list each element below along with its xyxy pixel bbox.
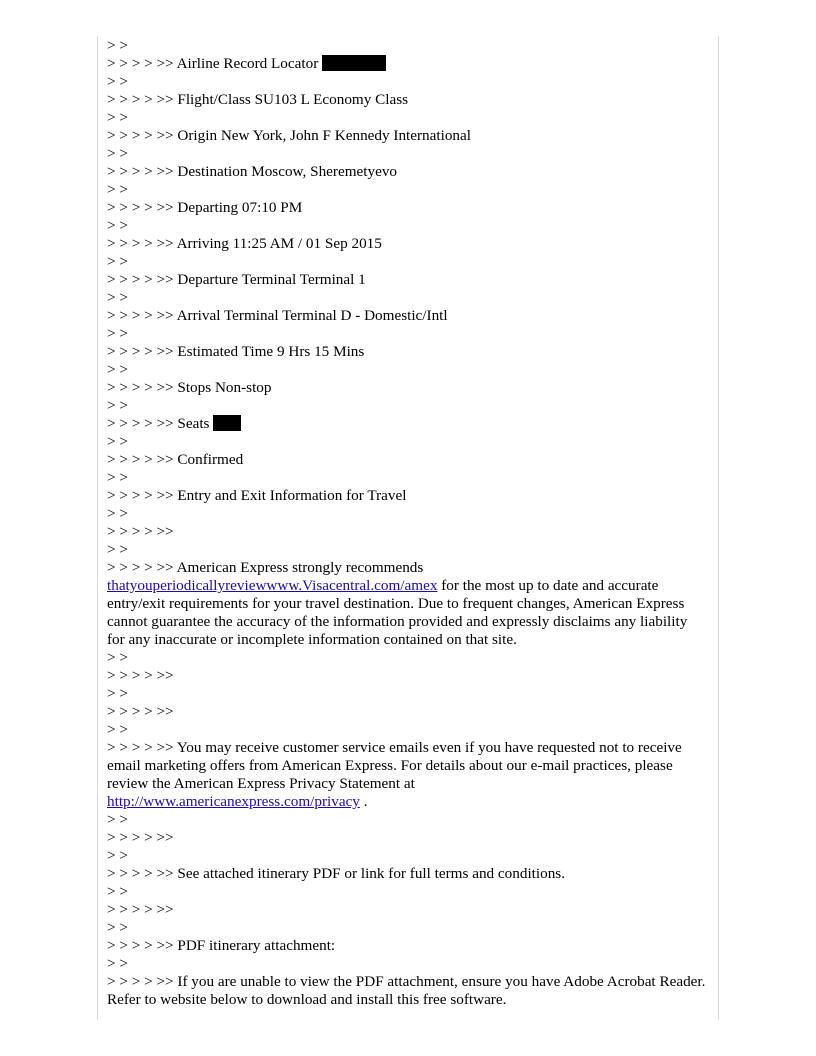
quote-line: > >: [107, 919, 128, 936]
origin-line: > > > > >> Origin New York, John F Kennedy International: [107, 127, 471, 144]
quote-line: > >: [107, 469, 128, 486]
seats-line: > > > > >> Seats: [107, 415, 707, 433]
recommend-paragraph: > > > > >> American Express strongly recommends thatyouperiodicallyreviewwww.Visacentral.com/amex for the most up to date and accurate entry/exit requirements for your travel destination. Due to frequent changes, American Express cannot guarantee the accuracy of the information provided and expressly disclaims any liability for any inaccurate or incomplete information contained on that site.: [107, 559, 688, 648]
arrival-terminal-line: > > > > >> Arrival Terminal Terminal D - Domestic/Intl: [107, 307, 448, 324]
quote-line: > >: [107, 145, 128, 162]
flight-class-line: > > > > >> Flight/Class SU103 L Economy Class: [107, 91, 409, 108]
quote-line: > >: [107, 847, 128, 864]
quote-line: > >: [107, 397, 128, 414]
quote-line: > >: [107, 181, 128, 198]
quote-line: > >: [107, 685, 128, 702]
privacy-link[interactable]: http://www.americanexpress.com/privacy: [107, 793, 360, 810]
attached-line: > > > > >> See attached itinerary PDF or link for full terms and conditions.: [107, 865, 566, 882]
quote-line: > >: [107, 253, 128, 270]
quote-line: > >: [107, 811, 128, 828]
quote-line: > >: [107, 721, 128, 738]
confirmed-line: > > > > >> Confirmed: [107, 451, 244, 468]
redacted-record-locator: [322, 55, 386, 71]
quote-line: > >: [107, 37, 128, 54]
quote-line: > >: [107, 217, 128, 234]
quote-line: > > > > >>: [107, 523, 174, 540]
quote-line: > >: [107, 433, 128, 450]
quote-line: > > > > >>: [107, 829, 174, 846]
departing-line: > > > > >> Departing 07:10 PM: [107, 199, 303, 216]
arriving-line: > > > > >> Arriving 11:25 AM / 01 Sep 2015: [107, 235, 382, 252]
quote-line: > > > > >>: [107, 703, 174, 720]
estimated-time-line: > > > > >> Estimated Time 9 Hrs 15 Mins: [107, 343, 365, 360]
quote-line: > >: [107, 109, 128, 126]
destination-line: > > > > >> Destination Moscow, Sheremetyevo: [107, 163, 398, 180]
record-locator-line: > > > > >> Airline Record Locator: [107, 55, 707, 73]
email-body: [107, 37, 707, 1009]
unable-paragraph: > > > > >> If you are unable to view the PDF attachment, ensure you have Adobe Acrobat Reader. Refer to website below to download and install this free software.: [107, 973, 706, 1008]
quote-line: > >: [107, 955, 128, 972]
quote-line: > >: [107, 541, 128, 558]
privacy-paragraph: > > > > >> You may receive customer service emails even if you have requested not to receive email marketing offers from American Express. For details about our e-mail practices, please review the American Express Privacy Statement at http://www.americanexpress.com/privacy .: [107, 739, 682, 810]
quote-line: > >: [107, 325, 128, 342]
quote-line: > >: [107, 505, 128, 522]
pdf-attachment-line: > > > > >> PDF itinerary attachment:: [107, 937, 336, 954]
quote-line: > >: [107, 73, 128, 90]
entry-exit-line: > > > > >> Entry and Exit Information for Travel: [107, 487, 407, 504]
stops-line: > > > > >> Stops Non-stop: [107, 379, 272, 396]
departure-terminal-line: > > > > >> Departure Terminal Terminal 1: [107, 271, 366, 288]
quote-line: > >: [107, 361, 128, 378]
quote-line: > >: [107, 289, 128, 306]
visacentral-link[interactable]: thatyouperiodicallyreviewwww.Visacentral.com/amex: [107, 577, 438, 594]
redacted-seats: [213, 415, 241, 431]
quote-line: > > > > >>: [107, 667, 174, 684]
quote-line: > > > > >>: [107, 901, 174, 918]
quote-line: > >: [107, 883, 128, 900]
quote-line: > >: [107, 649, 128, 666]
